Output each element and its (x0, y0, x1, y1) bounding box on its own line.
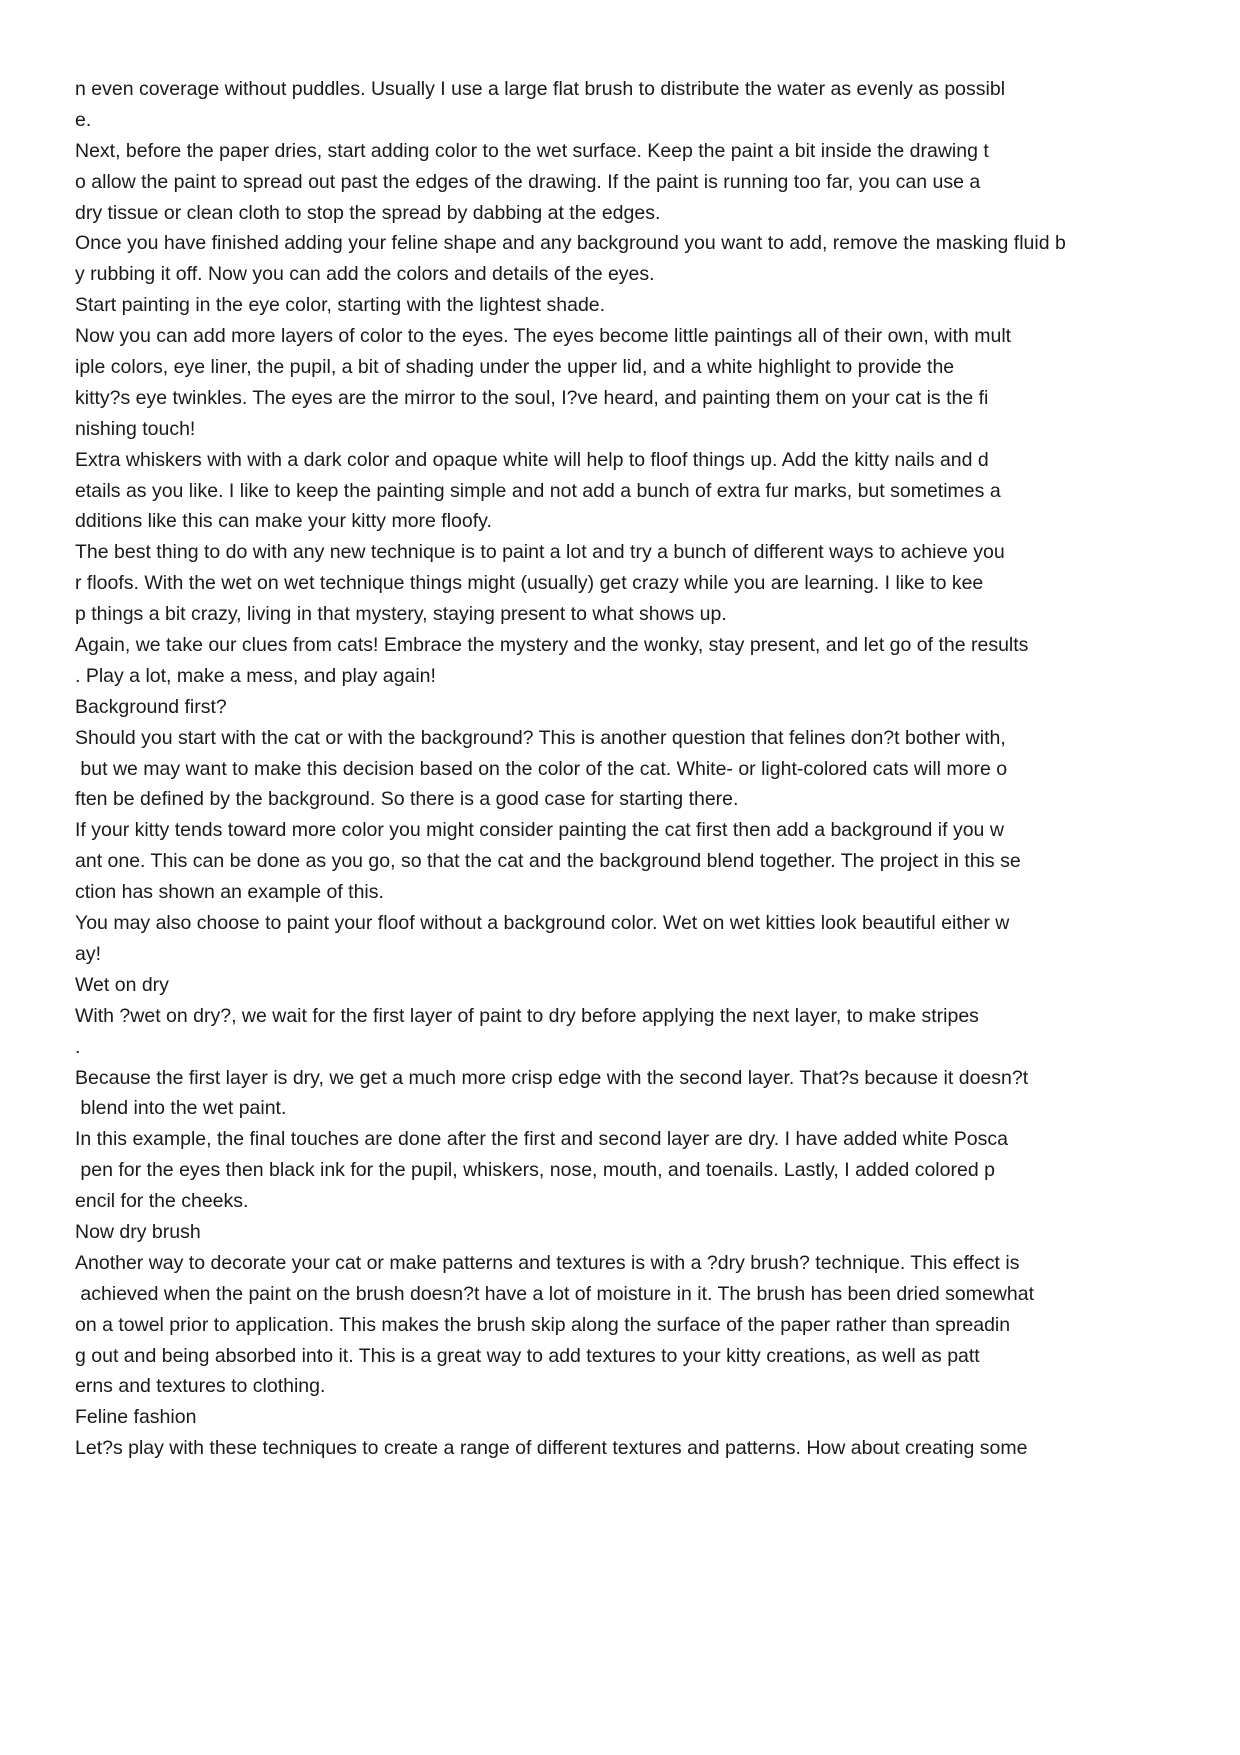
text-line: Start painting in the eye color, starting with the lightest shade. (75, 294, 606, 317)
text-line: dry tissue or clean cloth to stop the spread by dabbing at the edges. (75, 201, 661, 224)
text-line: ay! (75, 942, 102, 965)
text-line: Next, before the paper dries, start adding color to the wet surface. Keep the paint a bit inside the drawing t (75, 139, 989, 162)
text-line: With ?wet on dry?, we wait for the first layer of paint to dry before applying the next layer, to make stripes (75, 1004, 979, 1027)
text-line: Once you have finished adding your feline shape and any background you want to add, remove the masking fluid b (75, 232, 1066, 255)
text-line: Feline fashion (75, 1406, 197, 1429)
text-line: Another way to decorate your cat or make patterns and textures is with a ?dry brush? technique. This effect is (75, 1251, 1020, 1274)
text-line: Should you start with the cat or with the background? This is another question that felines don?t bother with, (75, 726, 1006, 749)
text-line: In this example, the final touches are done after the first and second layer are dry. I have added white Posca (75, 1128, 1008, 1151)
text-line: Now dry brush (75, 1220, 201, 1243)
document-text-body (75, 74, 1175, 1464)
text-line: pen for the eyes then black ink for the pupil, whiskers, nose, mouth, and toenails. Lastly, I added colored p (75, 1159, 995, 1182)
text-line: blend into the wet paint. (75, 1097, 287, 1120)
text-line: ction has shown an example of this. (75, 881, 384, 904)
text-line: Wet on dry (75, 973, 169, 996)
text-line: dditions like this can make your kitty more floofy. (75, 510, 492, 533)
text-line: Extra whiskers with with a dark color and opaque white will help to floof things up. Add the kitty nails and d (75, 448, 989, 471)
text-line: n even coverage without puddles. Usually I use a large flat brush to distribute the water as evenly as possibl (75, 78, 1006, 100)
text-line: . (75, 1035, 81, 1058)
text-line: y rubbing it off. Now you can add the colors and details of the eyes. (75, 263, 655, 286)
text-line: nishing touch! (75, 417, 196, 440)
text-line: r floofs. With the wet on wet technique things might (usually) get crazy while you are learning. I like to kee (75, 572, 984, 595)
text-line: erns and textures to clothing. (75, 1375, 326, 1398)
text-line: encil for the cheeks. (75, 1190, 249, 1213)
text-line: but we may want to make this decision based on the color of the cat. White- or light-colored cats will more o (75, 757, 1008, 780)
text-line: p things a bit crazy, living in that mystery, staying present to what shows up. (75, 603, 727, 626)
text-line: g out and being absorbed into it. This is a great way to add textures to your kitty creations, as well as patt (75, 1344, 980, 1367)
text-line: Let?s play with these techniques to create a range of different textures and patterns. How about creating some (75, 1437, 1028, 1460)
text-line: kitty?s eye twinkles. The eyes are the mirror to the soul, I?ve heard, and painting them on your cat is the fi (75, 386, 989, 409)
text-line: Because the first layer is dry, we get a much more crisp edge with the second layer. That?s because it doesn?t (75, 1066, 1029, 1089)
text-line: The best thing to do with any new technique is to paint a lot and try a bunch of different ways to achieve you (75, 541, 1005, 564)
text-line: o allow the paint to spread out past the edges of the drawing. If the paint is running too far, you can use a (75, 170, 981, 193)
text-line: Background first? (75, 695, 227, 718)
text-line: on a towel prior to application. This makes the brush skip along the surface of the paper rather than spreadin (75, 1313, 1011, 1336)
text-line: If your kitty tends toward more color you might consider painting the cat first then add a background if you w (75, 819, 1004, 842)
text-line: e. (75, 108, 92, 131)
text-line: achieved when the paint on the brush doesn?t have a lot of moisture in it. The brush has been dried somewhat (75, 1282, 1034, 1305)
text-line: Now you can add more layers of color to the eyes. The eyes become little paintings all of their own, with mult (75, 325, 1012, 348)
text-line: You may also choose to paint your floof without a background color. Wet on wet kitties look beautiful either w (75, 912, 1010, 935)
text-line: . Play a lot, make a mess, and play again! (75, 664, 436, 687)
text-line: ant one. This can be done as you go, so that the cat and the background blend together. The project in this se (75, 850, 1021, 873)
text-line: Again, we take our clues from cats! Embrace the mystery and the wonky, stay present, and let go of the results (75, 634, 1029, 657)
text-line: etails as you like. I like to keep the painting simple and not add a bunch of extra fur marks, but sometimes a (75, 479, 1001, 502)
text-line: ften be defined by the background. So there is a good case for starting there. (75, 788, 739, 811)
text-line: iple colors, eye liner, the pupil, a bit of shading under the upper lid, and a white highlight to provide the (75, 356, 955, 379)
